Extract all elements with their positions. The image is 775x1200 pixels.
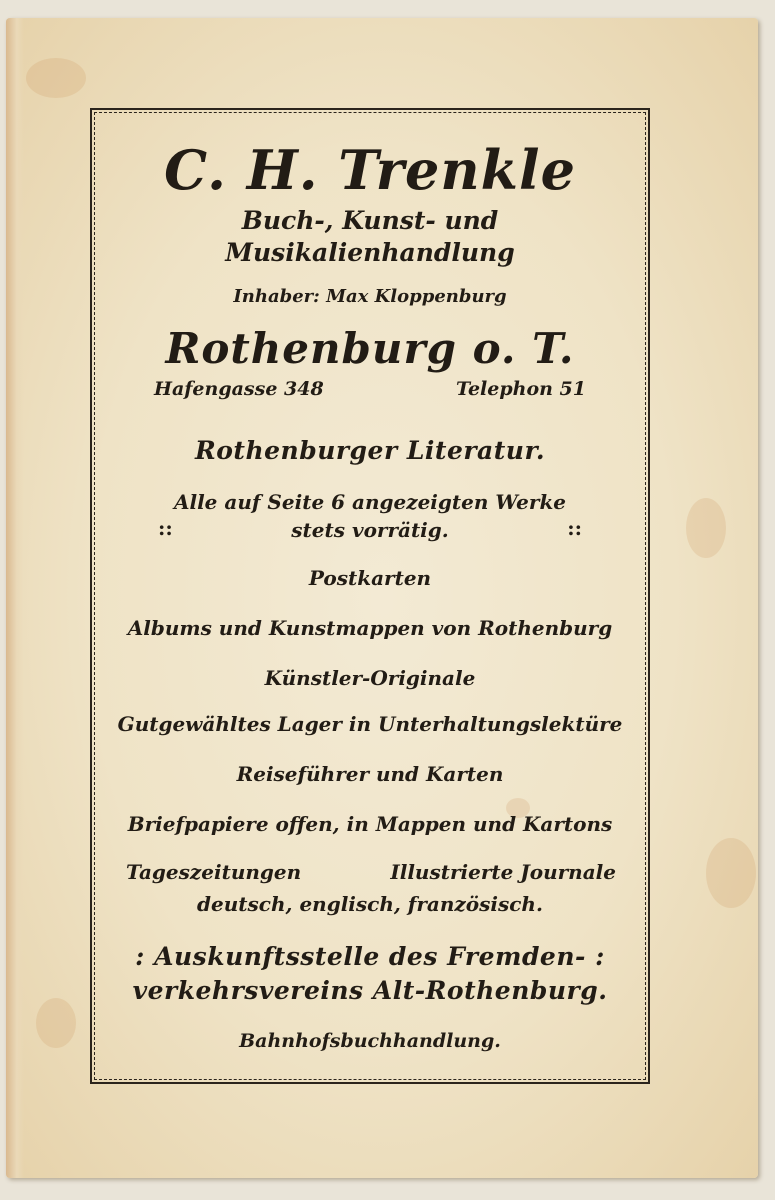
paper-stain xyxy=(26,58,86,98)
paper-stain xyxy=(36,998,76,1048)
languages-line: deutsch, englisch, französisch. xyxy=(197,892,543,916)
newspapers-label: Tageszeitungen xyxy=(126,860,302,884)
city-name: Rothenburg o. T. xyxy=(165,324,575,373)
street-address: Hafengasse 348 xyxy=(154,378,324,400)
ornament-left: :: xyxy=(158,516,173,540)
shop-type-line2: Musikalienhandlung xyxy=(225,238,515,267)
advertisement-frame xyxy=(90,108,650,1084)
info-office-line1: : Auskunftsstelle des Fremden- : xyxy=(135,942,605,971)
shop-type-line1: Buch-, Kunst- und xyxy=(241,206,499,235)
shop-name: C. H. Trenkle xyxy=(164,138,576,202)
address-row xyxy=(154,378,586,400)
ornament-right: :: xyxy=(567,516,582,540)
product-item: Reiseführer und Karten xyxy=(236,762,504,786)
works-line1: Alle auf Seite 6 angezeigten Werke xyxy=(173,490,567,514)
product-item: Postkarten xyxy=(308,566,432,590)
journals-label: Illustrierte Journale xyxy=(390,860,616,884)
literature-heading: Rothenburger Literatur. xyxy=(194,436,546,465)
newspapers-row xyxy=(126,860,616,884)
product-item: Künstler-Originale xyxy=(264,666,476,690)
product-item: Albums und Kunstmappen von Rothenburg xyxy=(127,616,613,640)
station-bookshop: Bahnhofsbuchhandlung. xyxy=(239,1030,501,1052)
paper-stain xyxy=(686,498,726,558)
works-line2: stets vorrätig. xyxy=(291,518,449,542)
product-item: Gutgewähltes Lager in Unterhaltungslektüre xyxy=(117,712,623,736)
paper-stain xyxy=(706,838,756,908)
owner-line: Inhaber: Max Kloppenburg xyxy=(233,286,507,307)
product-item: Briefpapiere offen, in Mappen und Kartons xyxy=(127,812,613,836)
info-office-line2: verkehrsvereins Alt-Rothenburg. xyxy=(132,976,608,1005)
telephone-number: Telephon 51 xyxy=(456,378,586,400)
